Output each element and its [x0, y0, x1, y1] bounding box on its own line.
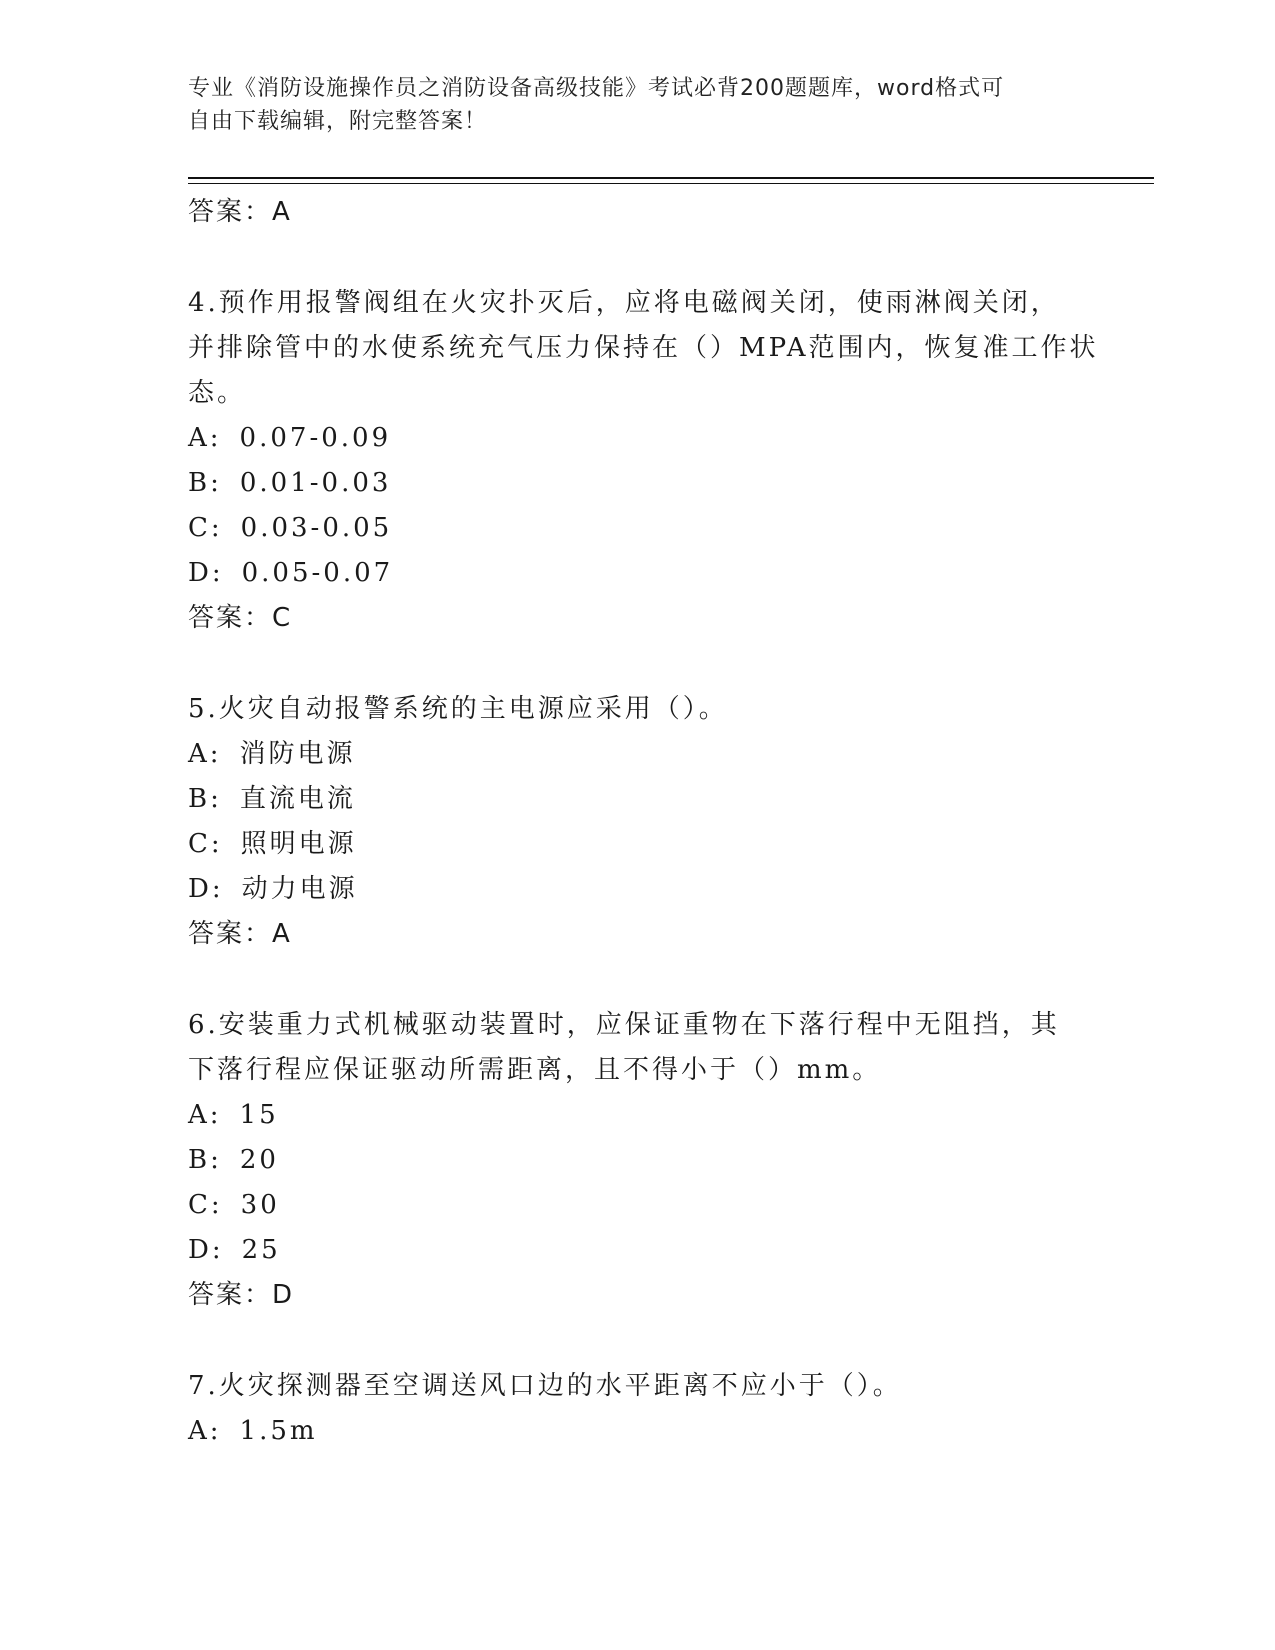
answer-line: 答案：A [188, 197, 292, 227]
option-key: B: [188, 784, 222, 814]
header-rule-thick [188, 177, 1154, 179]
spacer [188, 641, 1088, 687]
option-key: A: [188, 1416, 222, 1446]
option-a [188, 1093, 1088, 1138]
spacer [188, 957, 1088, 1003]
option-text: 0.01-0.03 [239, 468, 392, 498]
header-line-2: 自由下载编辑，附完整答案！ [188, 109, 488, 134]
option-b [188, 777, 1088, 822]
question-text-line: 4.预作用报警阀组在火灾扑灭后，应将电磁阀关闭，使雨淋阀关闭， [188, 288, 1060, 318]
option-text: 25 [241, 1235, 281, 1265]
option-b [188, 1138, 1088, 1183]
option-text: 直流电流 [239, 784, 356, 814]
option-d [188, 867, 1088, 912]
question-block [188, 1003, 1088, 1318]
option-d [188, 1228, 1088, 1273]
option-text: 1.5m [239, 1416, 318, 1446]
option-key: A: [188, 739, 222, 769]
option-d [188, 551, 1088, 596]
option-key: A: [188, 423, 222, 453]
question-text-line: 下落行程应保证驱动所需距离，且不得小于（）mm。 [188, 1055, 882, 1085]
option-c [188, 506, 1088, 551]
option-key: B: [188, 1145, 222, 1175]
option-key: C: [188, 1190, 223, 1220]
option-text: 15 [239, 1100, 279, 1130]
question-block [188, 1364, 1088, 1454]
option-text: 0.05-0.07 [241, 558, 394, 588]
option-text: 30 [240, 1190, 280, 1220]
option-a [188, 732, 1088, 777]
question-block [188, 687, 1088, 957]
question-block [188, 281, 1099, 641]
header-rule-thin [188, 183, 1154, 184]
question-text-line: 6.安装重力式机械驱动装置时，应保证重物在下落行程中无阻挡，其 [188, 1010, 1060, 1040]
option-a [188, 1409, 1088, 1454]
header-line-1: 专业《消防设施操作员之消防设备高级技能》考试必背200题题库，word格式可 [188, 76, 1005, 101]
option-key: D: [188, 1235, 224, 1265]
option-text: 照明电源 [240, 829, 357, 859]
option-text: 0.03-0.05 [240, 513, 393, 543]
option-key: C: [188, 513, 223, 543]
answer-line: 答案：D [188, 1280, 295, 1310]
question-text-line: 7.火灾探测器至空调送风口边的水平距离不应小于（）。 [188, 1371, 902, 1401]
spacer [188, 235, 1088, 281]
answer-line: 答案：C [188, 603, 293, 633]
option-text: 0.07-0.09 [239, 423, 392, 453]
option-a [188, 416, 1088, 461]
answer-line: 答案：A [188, 919, 292, 949]
question-content [188, 190, 1099, 1454]
option-c [188, 822, 1088, 867]
question-text-line: 并排除管中的水使系统充气压力保持在（）MPA范围内，恢复准工作状 [188, 333, 1099, 363]
option-key: D: [188, 558, 224, 588]
option-b [188, 461, 1088, 506]
option-key: D: [188, 874, 224, 904]
option-key: A: [188, 1100, 222, 1130]
document-header [188, 72, 1088, 138]
option-text: 20 [239, 1145, 279, 1175]
option-text: 消防电源 [239, 739, 356, 769]
option-c [188, 1183, 1088, 1228]
spacer [188, 1318, 1088, 1364]
option-key: C: [188, 829, 223, 859]
question-text-line: 态。 [188, 378, 247, 408]
option-key: B: [188, 468, 222, 498]
option-text: 动力电源 [241, 874, 358, 904]
question-text-line: 5.火灾自动报警系统的主电源应采用（）。 [188, 694, 728, 724]
